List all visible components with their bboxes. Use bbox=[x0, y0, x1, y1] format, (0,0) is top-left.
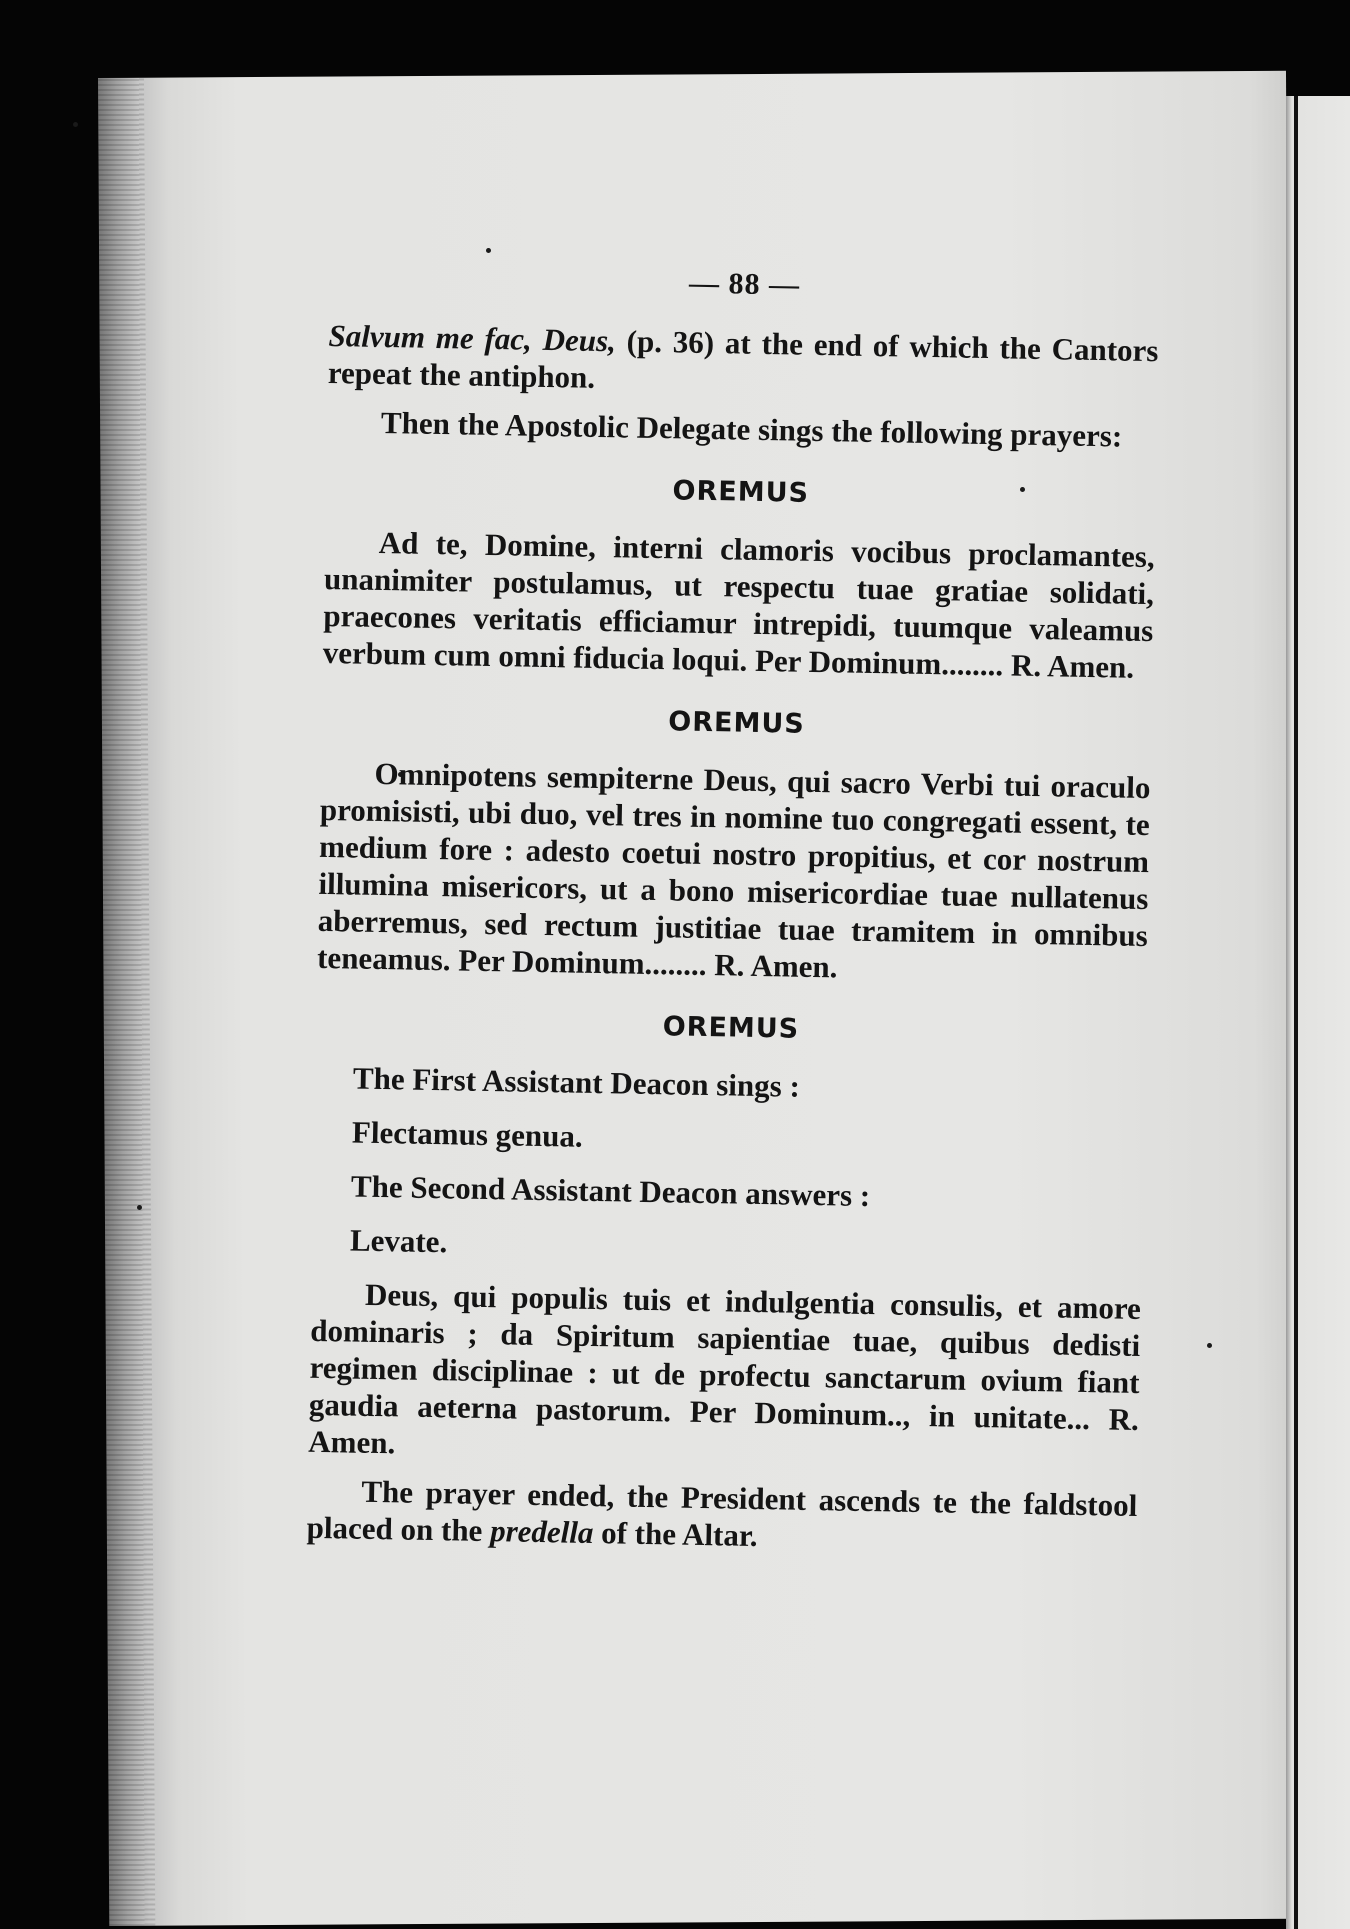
prayer-2-text: Omnipotens sempiterne Deus, qui sacro Verbi tui oraculo promisisti, ubi duo, vel tres in nomine tuo congregati essent, te medium fore : adesto coetui nostro propitius, et cor nostrum illumina misericors, ut a bono misericordiae tuae nullatenus aberremus, sed rectum justitiae tuae tramitem in omnibus teneamus. Per Dominum........ R. Amen. bbox=[316, 755, 1151, 985]
psalm-title: Salvum me fac, Deus, bbox=[328, 317, 617, 359]
first-deacon-line: The First Assistant Deacon sings : bbox=[352, 1060, 801, 1104]
predella-word: predella bbox=[489, 1513, 594, 1551]
page-binding-edge bbox=[98, 78, 155, 1926]
page-number: — 88 — bbox=[688, 266, 801, 302]
dust-speck bbox=[73, 122, 78, 127]
page-gutter-line bbox=[1294, 96, 1298, 1929]
page-text bbox=[306, 258, 1160, 1573]
oremus-heading-1: OREMUS bbox=[672, 475, 810, 509]
closing-paragraph bbox=[306, 1472, 1137, 1561]
oremus-heading-3: OREMUS bbox=[662, 1011, 800, 1045]
facing-page-edge bbox=[1286, 96, 1350, 1929]
flectamus-line: Flectamus genua. bbox=[351, 1114, 584, 1154]
prayer-1-text: Ad te, Domine, interni clamoris vocibus proclamantes, unanimiter postulamus, ut respectu tuae gratiae solidati, praecones veritatis efficiamur intrepidi, tuumque valeamus verbum cum omni fiducia loqui. Per Dominum........ R. Amen. bbox=[322, 524, 1155, 685]
dust-speck bbox=[137, 1205, 142, 1210]
closing-text-before: The prayer ended, the President ascends te the faldstool placed on the bbox=[306, 1473, 1138, 1549]
delegate-line: Then the Apostolic Delegate sings the following prayers: bbox=[380, 404, 1123, 454]
second-deacon-line: The Second Assistant Deacon answers : bbox=[350, 1168, 871, 1214]
oremus-heading-2: OREMUS bbox=[668, 706, 806, 740]
prayer-3-text: Deus, qui populis tuis et indulgentia consulis, et amore dominaris ; da Spiritum sapientiae tuae, quibus dedisti regimen disciplinae : ut de profectu sanctarum ovium fiant gaudia aeterna pastorum. Per Dominum.., in unitate... R. Amen. bbox=[307, 1276, 1142, 1461]
closing-text-after: of the Altar. bbox=[593, 1515, 758, 1554]
dust-speck bbox=[1207, 1343, 1212, 1348]
levate-line: Levate. bbox=[349, 1222, 448, 1260]
intro-text: (p. 36) at the end of which the Cantors repeat the antiphon. bbox=[327, 323, 1159, 395]
dust-speck bbox=[486, 248, 491, 253]
intro-paragraph bbox=[328, 317, 1159, 406]
